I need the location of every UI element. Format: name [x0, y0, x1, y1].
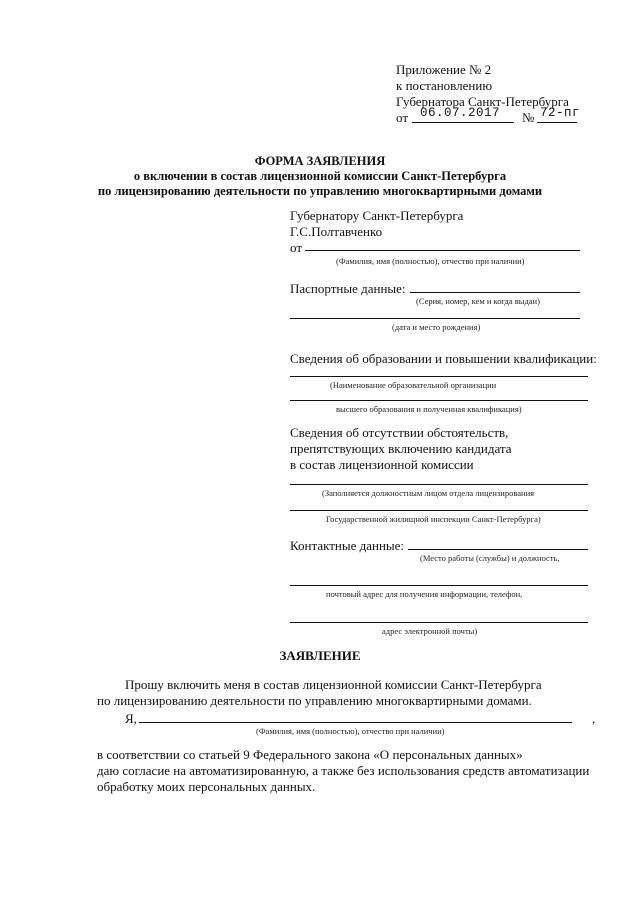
addressee-title: Губернатору Санкт-Петербурга [290, 208, 464, 223]
statement-title: ЗАЯВЛЕНИЕ [279, 648, 361, 663]
statement-para1-line1: Прошу включить меня в состав лицензионной комиссии Санкт-Петербурга [125, 677, 542, 692]
contacts-workplace-field[interactable] [408, 549, 588, 550]
passport-series-field[interactable] [410, 292, 580, 293]
form-title-sub1: о включении в состав лицензионной комиссии Санкт-Петербурга [133, 169, 507, 183]
appendix-number: Приложение № 2 [396, 62, 492, 77]
statement-name-caption: (Фамилия, имя (полностью), отчество при наличии) [256, 726, 445, 736]
statement-para2-line3: обработку моих персональных данных. [97, 779, 316, 794]
date-underline [412, 122, 514, 123]
appendix-number-label: № [522, 110, 535, 125]
applicant-name-caption: (Фамилия, имя (полностью), отчество при наличии) [336, 256, 525, 266]
statement-i-label: Я, [125, 711, 137, 726]
absence-field-2[interactable] [290, 510, 588, 511]
form-title-sub2: по лицензированию деятельности по управлению многоквартирными домами [97, 184, 543, 198]
addressee-name: Г.С.Полтавченко [290, 224, 383, 239]
education-label: Сведения об образовании и повышении квалификации: [290, 351, 597, 366]
absence-label-line2: препятствующих включению кандидата [290, 441, 512, 456]
absence-label-line3: в состав лицензионной комиссии [290, 457, 474, 472]
appendix-from-label: от [396, 110, 409, 125]
appendix-decree-number: 72-пг [540, 106, 581, 120]
contacts-address-caption: почтовый адрес для получения информации, телефон, [326, 589, 523, 599]
education-qualification-caption: высшего образования и полученная квалификация) [336, 404, 522, 414]
absence-caption-2: Государственной жилищной инспекции Санкт-Петербурга) [326, 514, 541, 524]
birth-data-field[interactable] [290, 318, 580, 319]
form-title-main: ФОРМА ЗАЯВЛЕНИЯ [254, 154, 386, 168]
education-qualification-field[interactable] [290, 400, 588, 401]
appendix-authority: Губернатора Санкт-Петербурга [396, 94, 569, 109]
applicant-from-label: от [290, 240, 303, 255]
contacts-address-field[interactable] [290, 585, 588, 586]
birth-data-caption: (дата и место рождения) [392, 322, 481, 332]
statement-comma: , [592, 711, 596, 726]
absence-label-line1: Сведения об отсутствии обстоятельств, [290, 425, 509, 440]
statement-para2-line2: даю согласие на автоматизированную, а также без использования средств автоматизации [97, 763, 590, 778]
statement-para2-line1: в соответствии со статьей 9 Федерального закона «О персональных данных» [97, 747, 523, 762]
contacts-email-caption: адрес электронной почты) [382, 626, 478, 636]
contacts-workplace-caption: (Место работы (службы) и должность, [420, 553, 560, 563]
contacts-label: Контактные данные: [290, 538, 405, 553]
appendix-date: 06.07.2017 [420, 106, 501, 120]
absence-caption-1: (Заполняется должностным лицом отдела лицензирования [322, 488, 535, 498]
appendix-reference: к постановлению [396, 78, 493, 93]
applicant-name-field[interactable] [305, 250, 580, 251]
contacts-email-field[interactable] [290, 622, 588, 623]
statement-name-field[interactable] [139, 722, 572, 723]
number-underline [537, 122, 577, 123]
education-org-field[interactable] [290, 376, 588, 377]
absence-field-1[interactable] [290, 484, 588, 485]
passport-series-caption: (Серия, номер, кем и когда выдан) [416, 296, 540, 306]
education-org-caption: (Наименование образовательной организации [330, 380, 497, 390]
passport-label: Паспортные данные: [290, 281, 406, 296]
statement-para1-line2: по лицензированию деятельности по управлению многоквартирными домами. [97, 693, 532, 708]
